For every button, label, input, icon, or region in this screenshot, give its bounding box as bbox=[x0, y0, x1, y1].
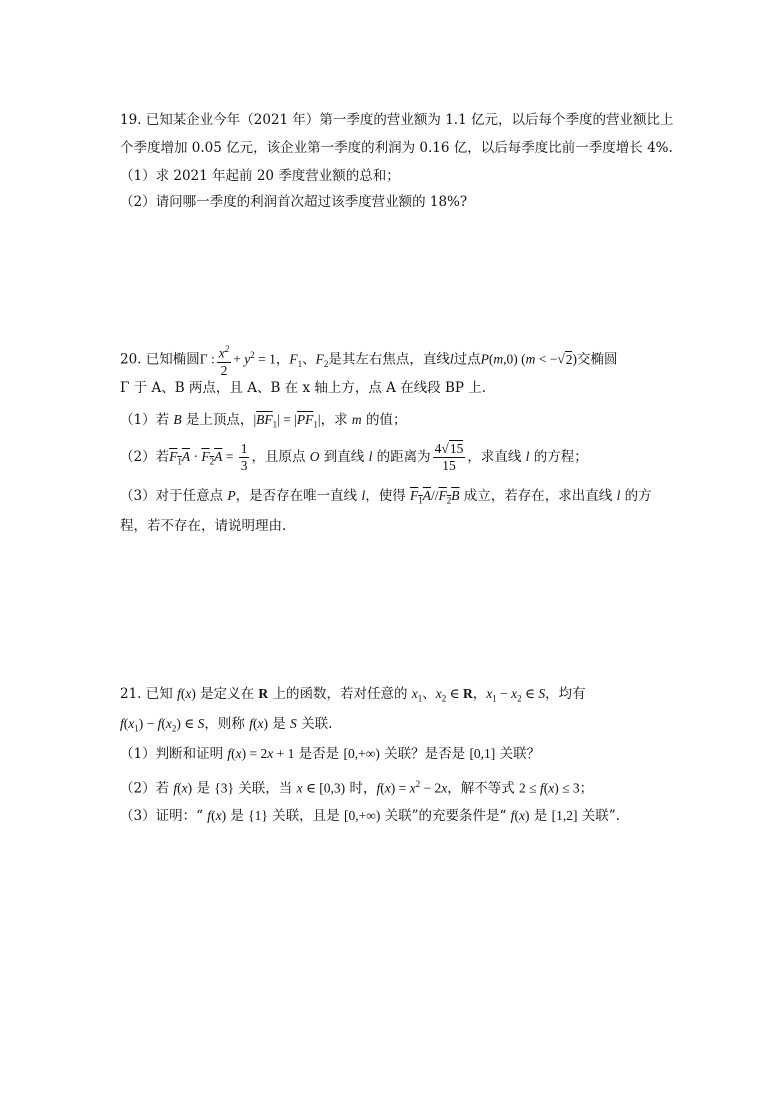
q20-part2: （2）若$F_1A \cdot F_2A$ = $\frac{1}{3}$ ，且原点 O 到直线 l 的距离为 $\frac{4√15}{15}$ ，求直线 l 的方程； bbox=[120, 441, 588, 473]
q20-part2-prefix: （2）若 bbox=[120, 449, 170, 465]
q20-lead: 20. 已知椭圆 bbox=[120, 351, 200, 368]
q19-line1: 19. 已知某企业今年（2021 年）第一季度的营业额为 1.1 亿元，以后每个季度的营业额比上 bbox=[120, 112, 674, 128]
q19-part1: （1）求 2021 年起前 20 季度营业额的总和； bbox=[120, 168, 400, 184]
q20-foci-text: 是其左右焦点，直线 bbox=[328, 351, 450, 368]
q21-line1: 21. 已知 f(x) 是定义在 R 上的函数，若对任意的 $x_1$、$x_2$ ∈ R，$x_1 - x_2$ ∈ S，均有 bbox=[120, 686, 586, 704]
q21-part2: （2）若 f(x) 是 {3} 关联，当 x ∈ [0,3) 时，$f(x) = x^2 - 2x$，解不等式 2 ≤ f(x) ≤ 3； bbox=[120, 779, 594, 797]
q21-part1: （1）判断和证明 f(x) = 2x + 1 是否是 [0,+∞) 关联？是否是 [0,1] 关联？ bbox=[120, 746, 541, 762]
q20-line2: Γ 于 A、B 两点，且 A、B 在 x 轴上方，点 A 在线段 BP 上. bbox=[120, 380, 487, 396]
q21-part3: （3）证明：“ f(x) 是 {1} 关联，且是 [0,+∞) 关联”的充要条件是“ f(x) 是 [1,2] 关联”. bbox=[120, 808, 620, 824]
q20-part3-line2: 程，若不存在，请说明理由. bbox=[120, 518, 287, 534]
q20-tail: 交椭圆 bbox=[576, 351, 618, 368]
q19-part2: （2）请问哪一季度的利润首次超过该季度营业额的 18%? bbox=[120, 194, 468, 210]
q21-line2: $f(x_1) - f(x_2)$ ∈ S，则称 f(x) 是 S 关联. bbox=[120, 716, 333, 734]
q20-line1: 20. 已知椭圆Γ : $\frac{x^2}{2}$ + $y^2 = 1$，$F_1$、$F_2$是其左右焦点，直线l过点P(m,0) (m < −√2)交椭圆 bbox=[120, 338, 617, 381]
q20-part1: （1）若 B 是上顶点，$|\overline{BF}_1| = |\overline{PF}_1|$，求 m 的值； bbox=[120, 412, 407, 430]
q20-part3-line1: （3）对于任意点 P，是否存在唯一直线 l，使得 $F_1A//F_2B$ 成立，若存在，求出直线 l 的方 bbox=[120, 488, 652, 506]
q20-through-text: 过点 bbox=[453, 351, 481, 368]
q19-line2: 个季度增加 0.05 亿元，该企业第一季度的利润为 0.16 亿，以后每季度比前一季度增长 4%. bbox=[120, 140, 673, 156]
